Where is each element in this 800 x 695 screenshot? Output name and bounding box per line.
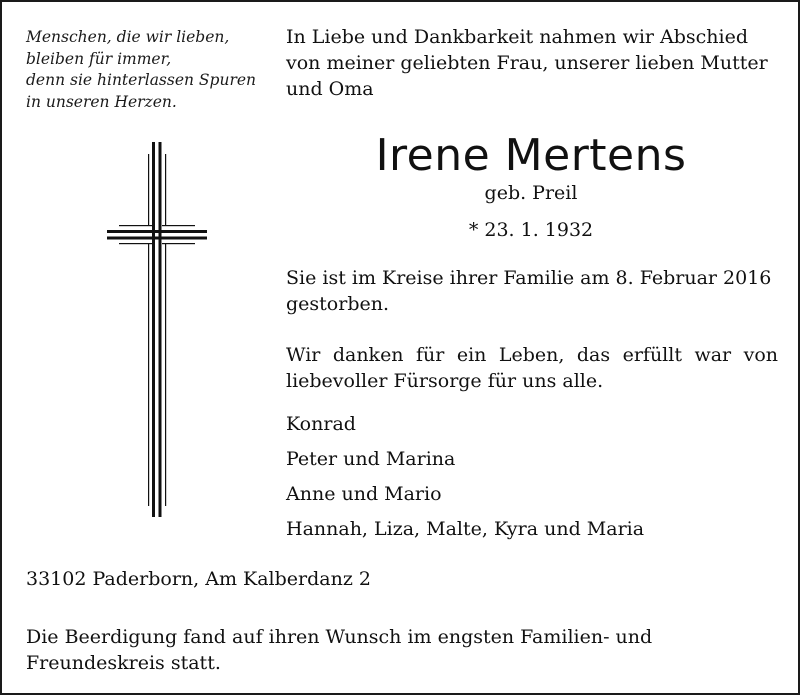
family-member: Konrad <box>286 413 356 435</box>
birth-date: * 23. 1. 1932 <box>468 219 594 241</box>
thanks-text: Wir danken für ein Leben, das erfüllt war von liebevoller Fürsorge für uns alle. <box>286 344 778 392</box>
mourning-address: 33102 Paderborn, Am Kalberdanz 2 <box>26 568 371 590</box>
intro-text: In Liebe und Dankbarkeit nahmen wir Abschied von meiner geliebten Frau, unserer lieben Mutter und Oma <box>286 26 768 100</box>
birth-name: geb. Preil <box>484 182 578 204</box>
poem-line: denn sie hinterlassen Spuren <box>26 71 257 89</box>
family-member: Hannah, Liza, Malte, Kyra und Maria <box>286 518 645 540</box>
family-list <box>286 407 786 547</box>
family-member: Peter und Marina <box>286 448 456 470</box>
family-member: Anne und Mario <box>286 483 442 505</box>
poem-line: Menschen, die wir lieben, <box>26 28 230 46</box>
funeral-text: Die Beerdigung fand auf ihren Wunsch im engsten Familien- und Freundeskreis statt. <box>26 626 653 674</box>
poem-line: in unseren Herzen. <box>26 92 177 111</box>
memorial-poem <box>26 27 276 113</box>
death-text: Sie ist im Kreise ihrer Familie am 8. Februar 2016 gestorben. <box>286 267 772 315</box>
poem-line: bleiben für immer, <box>26 49 172 68</box>
cross-icon <box>102 142 212 517</box>
deceased-name: Irene Mertens <box>375 130 687 181</box>
